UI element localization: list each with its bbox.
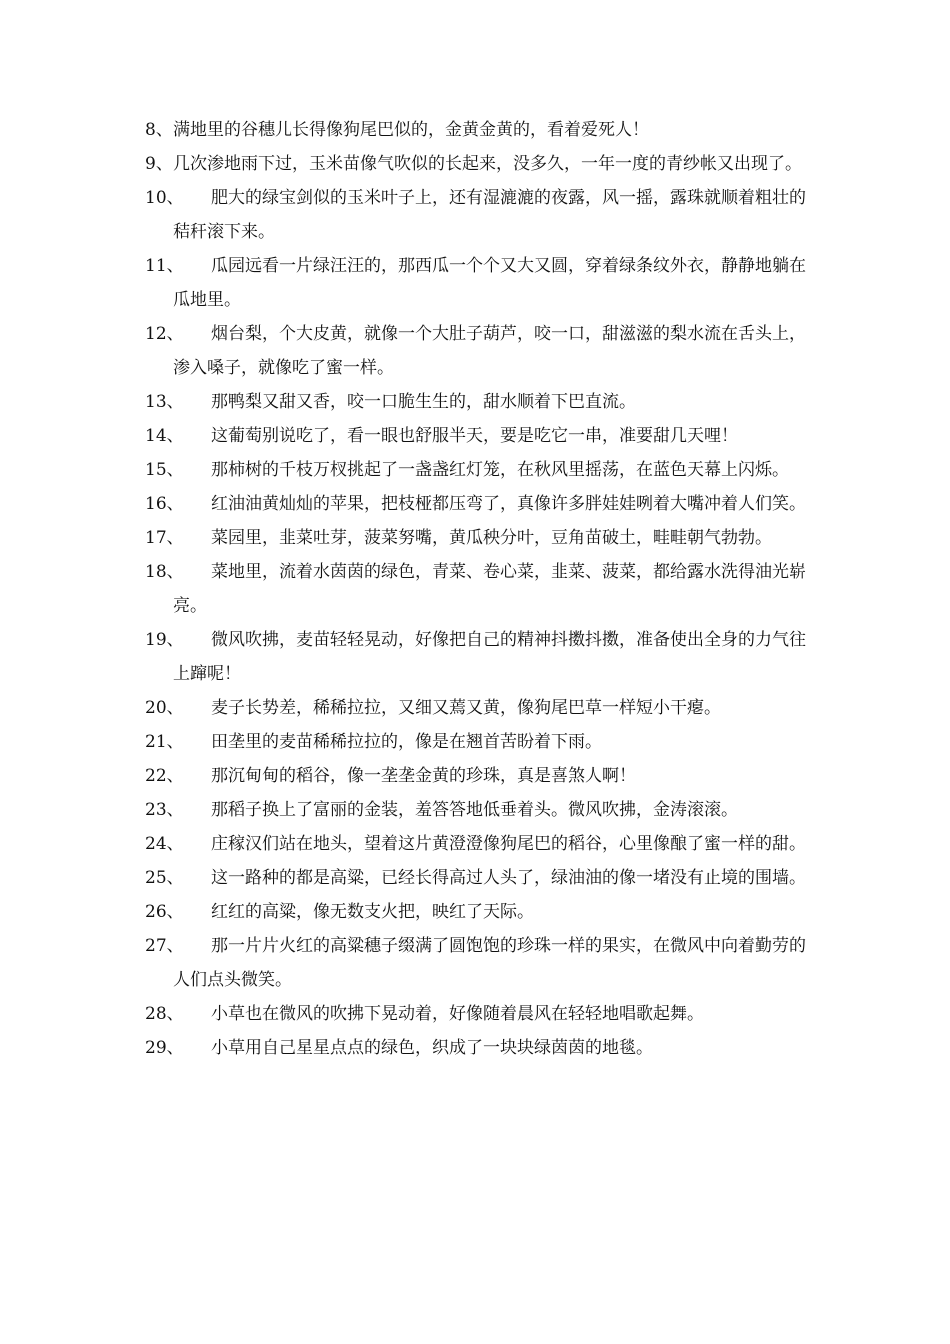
item-number: 21、 — [145, 732, 184, 752]
item-number: 10、 — [145, 188, 184, 208]
list-item — [145, 759, 815, 793]
item-number: 11、 — [145, 256, 184, 276]
item-text: 烟台梨，个大皮黄，就像一个大肚子葫芦，咬一口，甜滋滋的梨水流在舌头上，渗入嗓子，就像吃了蜜一样。 — [173, 324, 806, 378]
list-item — [145, 487, 815, 521]
item-text: 那一片片火红的高粱穗子缀满了圆饱饱的珍珠一样的果实，在微风中向着勤劳的人们点头微笑。 — [173, 936, 806, 990]
item-number: 25、 — [145, 868, 184, 888]
item-text: 田垄里的麦苗稀稀拉拉的，像是在翘首苦盼着下雨。 — [211, 732, 602, 752]
item-text: 小草用自己星星点点的绿色，织成了一块块绿茵茵的地毯。 — [211, 1038, 653, 1058]
list-item — [145, 895, 815, 929]
sentence-list — [145, 113, 815, 1065]
item-text: 那沉甸甸的稻谷，像一垄垄金黄的珍珠，真是喜煞人啊！ — [211, 766, 636, 786]
item-number: 28、 — [145, 1004, 184, 1024]
list-item — [145, 1031, 815, 1065]
list-item — [145, 555, 815, 623]
list-item — [145, 249, 815, 317]
item-number: 19、 — [145, 630, 184, 650]
item-text: 菜园里，韭菜吐芽，菠菜努嘴，黄瓜秧分叶，豆角苗破土，畦畦朝气勃勃。 — [211, 528, 772, 548]
item-text: 红红的高粱，像无数支火把，映红了天际。 — [211, 902, 534, 922]
list-item — [145, 861, 815, 895]
item-text: 这一路种的都是高粱，已经长得高过人头了，绿油油的像一堵没有止境的围墙。 — [211, 868, 806, 888]
item-text: 那稻子换上了富丽的金装，羞答答地低垂着头。微风吹拂，金涛滚滚。 — [211, 800, 738, 820]
item-number: 15、 — [145, 460, 184, 480]
item-number: 22、 — [145, 766, 184, 786]
list-item — [145, 181, 815, 249]
item-number: 12、 — [145, 324, 184, 344]
item-text: 红油油黄灿灿的苹果，把枝桠都压弯了，真像许多胖娃娃咧着大嘴冲着人们笑。 — [211, 494, 806, 514]
list-item — [145, 453, 815, 487]
item-number: 16、 — [145, 494, 184, 514]
item-number: 29、 — [145, 1038, 184, 1058]
item-text: 麦子长势差，稀稀拉拉，又细又蔫又黄，像狗尾巴草一样短小干瘪。 — [211, 698, 721, 718]
list-item — [145, 725, 815, 759]
item-text: 微风吹拂，麦苗轻轻晃动，好像把自己的精神抖擞抖擞，准备使出全身的力气往上蹿呢！ — [173, 630, 806, 684]
item-text: 菜地里，流着水茵茵的绿色，青菜、卷心菜，韭菜、菠菜，都给露水洗得油光崭亮。 — [173, 562, 806, 616]
item-number: 17、 — [145, 528, 184, 548]
item-number: 23、 — [145, 800, 184, 820]
item-text: 庄稼汉们站在地头，望着这片黄澄澄像狗尾巴的稻谷，心里像酿了蜜一样的甜。 — [211, 834, 806, 854]
item-number: 8、 — [145, 120, 173, 140]
list-item — [145, 317, 815, 385]
item-number: 9、 — [145, 154, 173, 174]
item-text: 满地里的谷穗儿长得像狗尾巴似的，金黄金黄的，看着爱死人！ — [173, 120, 649, 140]
list-item — [145, 929, 815, 997]
item-number: 26、 — [145, 902, 184, 922]
item-number: 20、 — [145, 698, 184, 718]
item-text: 那鸭梨又甜又香，咬一口脆生生的，甜水顺着下巴直流。 — [211, 392, 636, 412]
list-item — [145, 385, 815, 419]
list-item — [145, 113, 815, 147]
list-item — [145, 419, 815, 453]
list-item — [145, 521, 815, 555]
item-text: 瓜园远看一片绿汪汪的，那西瓜一个个又大又圆，穿着绿条纹外衣，静静地躺在瓜地里。 — [173, 256, 806, 310]
list-item — [145, 827, 815, 861]
item-text: 那柿树的千枝万杈挑起了一盏盏红灯笼，在秋风里摇荡，在蓝色天幕上闪烁。 — [211, 460, 789, 480]
list-item — [145, 691, 815, 725]
list-item — [145, 997, 815, 1031]
item-text: 这葡萄别说吃了，看一眼也舒服半天，要是吃它一串，准要甜几天哩！ — [211, 426, 738, 446]
item-number: 24、 — [145, 834, 184, 854]
item-text: 几次渗地雨下过，玉米苗像气吹似的长起来，没多久，一年一度的青纱帐又出现了。 — [173, 154, 802, 174]
item-number: 18、 — [145, 562, 184, 582]
item-text: 肥大的绿宝剑似的玉米叶子上，还有湿漉漉的夜露，风一摇，露珠就顺着粗壮的秸秆滚下来。 — [173, 188, 806, 242]
item-number: 27、 — [145, 936, 184, 956]
list-item — [145, 793, 815, 827]
list-item — [145, 623, 815, 691]
item-number: 14、 — [145, 426, 184, 446]
item-text: 小草也在微风的吹拂下晃动着，好像随着晨风在轻轻地唱歌起舞。 — [211, 1004, 704, 1024]
item-number: 13、 — [145, 392, 184, 412]
list-item — [145, 147, 815, 181]
